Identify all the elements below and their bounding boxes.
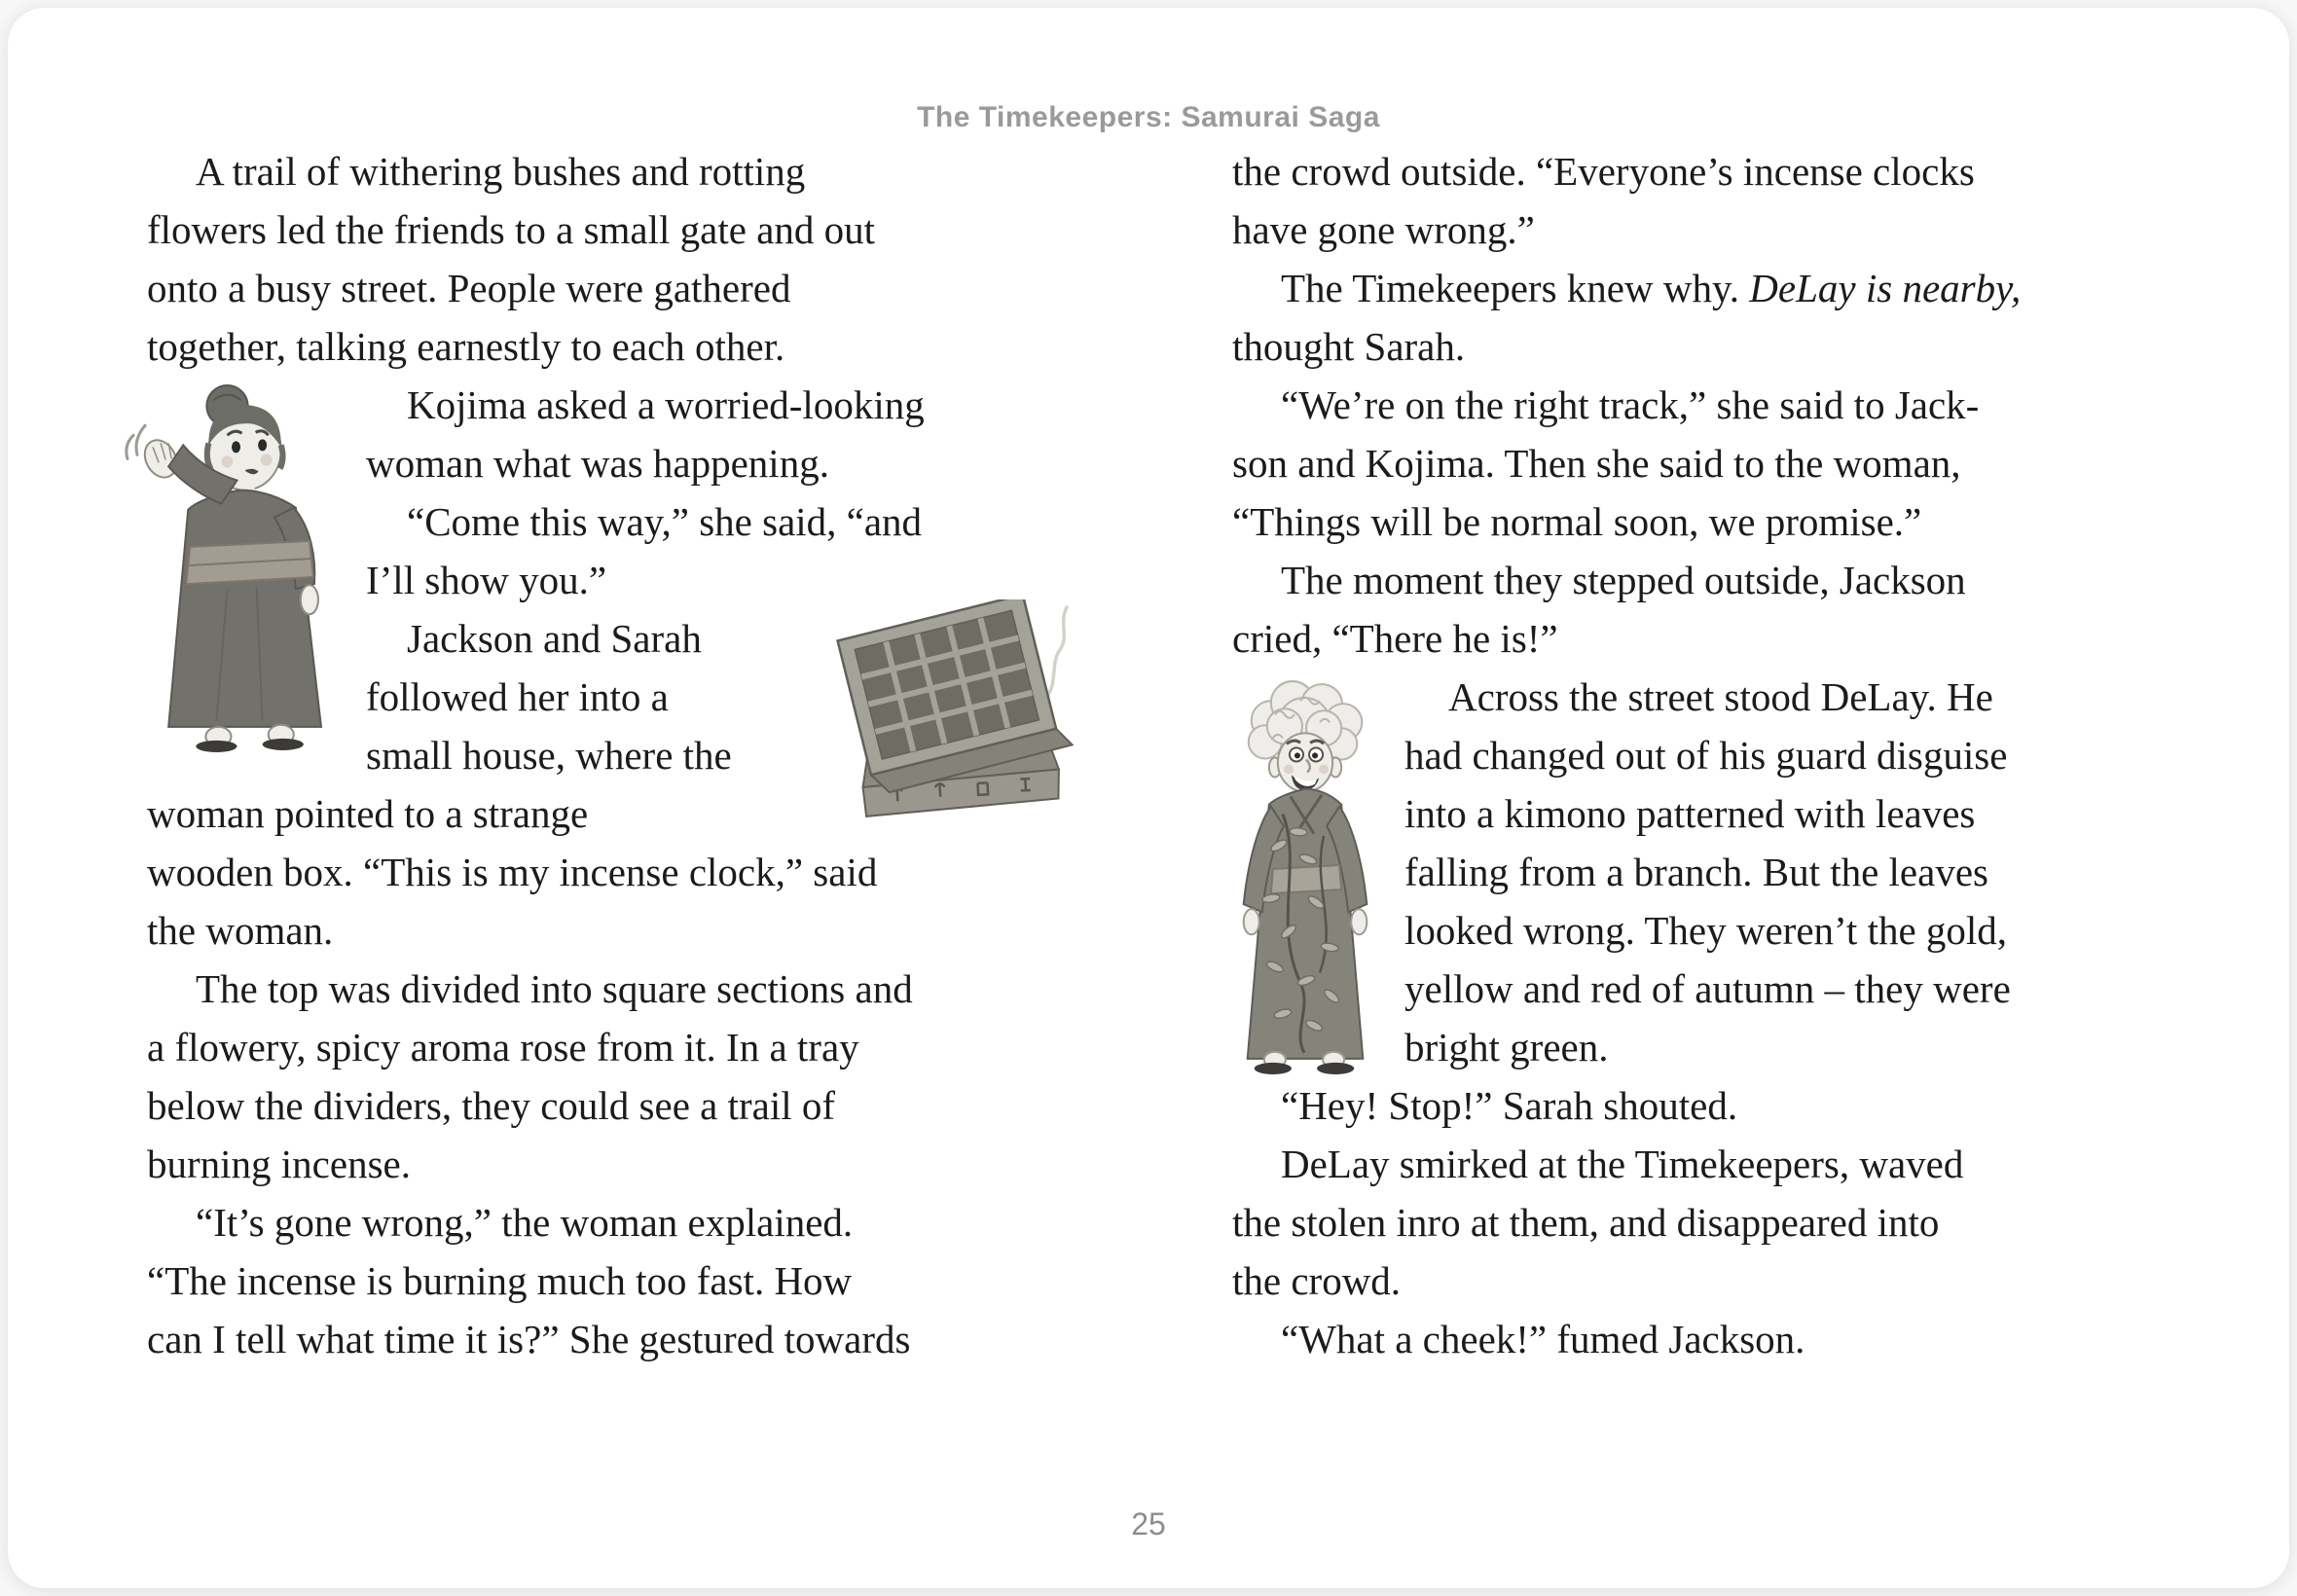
text-line: small house, where the	[366, 733, 732, 778]
text-line: into a kimono patterned with leaves	[1404, 791, 1976, 836]
text-line: a flowery, spicy aroma rose from it. In a tray	[147, 1025, 859, 1070]
text-line: “It’s gone wrong,” the woman explained.	[196, 1200, 854, 1245]
text-line: bright green.	[1404, 1025, 1609, 1070]
text-line: looked wrong. They weren’t the gold,	[1404, 908, 2008, 953]
text-line: “We’re on the right track,” she said to Jack-	[1281, 382, 1980, 427]
text-line: cried, “There he is!”	[1232, 616, 1558, 661]
text-line: flowers led the friends to a small gate and out	[147, 207, 876, 252]
text-line: A trail of withering bushes and rotting	[196, 149, 806, 194]
text-line: can I tell what time it is?” She gestured towards	[147, 1317, 911, 1361]
text-line: wooden box. “This is my incense clock,” said	[147, 850, 878, 894]
text-line: below the dividers, they could see a trail of	[147, 1083, 836, 1128]
text-line: Kojima asked a worried-looking	[407, 382, 925, 427]
text-line: I’ll show you.”	[366, 558, 607, 602]
text-line: “The incense is burning much too fast. How	[147, 1258, 853, 1303]
text-line: Across the street stood DeLay. He	[1448, 674, 1993, 719]
text-line: “Come this way,” she said, “and	[407, 499, 923, 544]
running-head: The Timekeepers: Samurai Saga	[917, 101, 1380, 133]
text-line: followed her into a	[366, 674, 669, 719]
text-line: Jackson and Sarah	[407, 616, 702, 661]
text-line: “Things will be normal soon, we promise.”	[1232, 499, 1922, 544]
text-line: together, talking earnestly to each other.	[147, 324, 785, 369]
text-line: DeLay smirked at the Timekeepers, waved	[1281, 1142, 1964, 1186]
text-line: the crowd.	[1232, 1258, 1402, 1303]
book-page	[8, 8, 2289, 1588]
text-line: son and Kojima. Then she said to the woman,	[1232, 441, 1961, 486]
text-line: onto a busy street. People were gathered	[147, 266, 791, 310]
text-line: have gone wrong.”	[1232, 207, 1535, 252]
text-line: thought Sarah.	[1232, 324, 1466, 369]
text-line: the woman.	[147, 908, 334, 953]
page-number: 25	[1131, 1506, 1166, 1542]
text-line: yellow and red of autumn – they were	[1404, 966, 2011, 1011]
text-line: the stolen inro at them, and disappeared into	[1232, 1200, 1940, 1245]
delay-illustration	[1213, 668, 1394, 1078]
incense-clock-illustration	[835, 599, 1080, 827]
text-line: falling from a branch. But the leaves	[1404, 850, 1988, 894]
text-line: The moment they stepped outside, Jackson	[1281, 558, 1966, 602]
text-line: had changed out of his guard disguise	[1404, 733, 2008, 778]
woman-illustration	[117, 379, 348, 760]
text-line: “Hey! Stop!” Sarah shouted.	[1281, 1083, 1738, 1128]
text-line: “What a cheek!” fumed Jackson.	[1281, 1317, 1805, 1361]
text-line: woman pointed to a strange	[147, 791, 589, 836]
text-line: the crowd outside. “Everyone’s incense clocks	[1232, 149, 1975, 194]
text-line: The Timekeepers knew why. DeLay is nearby,	[1281, 266, 2022, 310]
text-line: woman what was happening.	[366, 441, 829, 486]
text-line: burning incense.	[147, 1142, 411, 1186]
text-line: The top was divided into square sections and	[196, 966, 913, 1011]
